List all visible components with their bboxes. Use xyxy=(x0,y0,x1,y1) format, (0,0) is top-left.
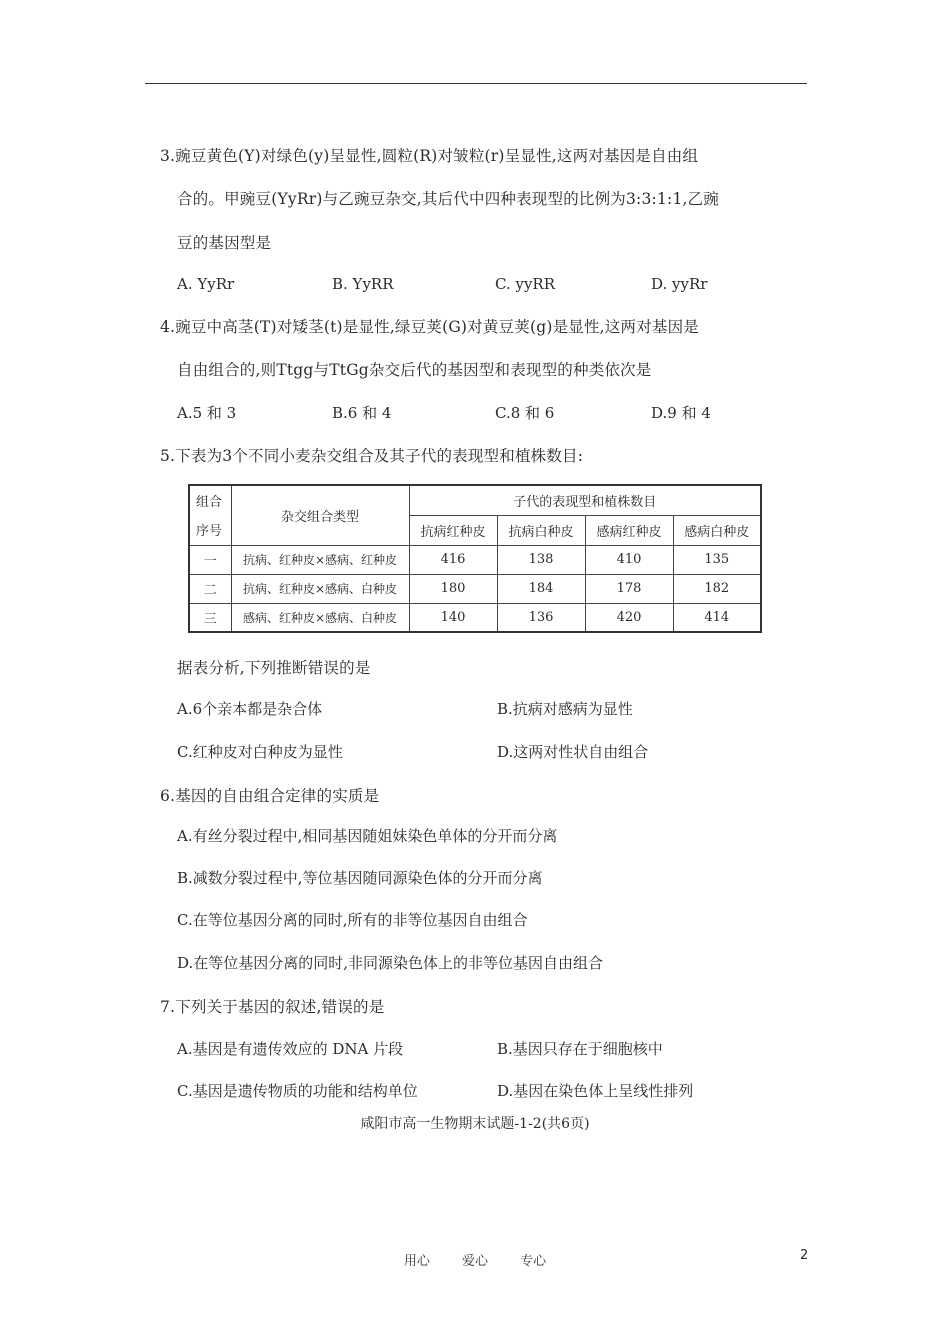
top-rule xyxy=(145,83,807,84)
q4-option-a: A.5 和 3 xyxy=(177,404,237,422)
exam-footer: 咸阳市高一生物期末试题-1-2(共6页) xyxy=(360,1116,590,1132)
q7-option-a: A.基因是有遗传效应的 DNA 片段 xyxy=(177,1040,404,1058)
q6-option-c: C.在等位基因分离的同时,所有的非等位基因自由组合 xyxy=(177,911,528,929)
q4-line-1: 4.豌豆中高茎(T)对矮茎(t)是显性,绿豆荚(G)对黄豆荚(g)是显性,这两对基因是 xyxy=(160,318,699,336)
col-header: 感病白种皮 xyxy=(673,515,761,545)
row-value: 178 xyxy=(585,574,673,603)
q4-option-c: C.8 和 6 xyxy=(495,404,555,422)
cross-results-table xyxy=(188,484,762,633)
row-seq: 三 xyxy=(189,603,231,632)
table-row xyxy=(189,574,761,603)
row-seq: 一 xyxy=(189,545,231,574)
q5-option-d: D.这两对性状自由组合 xyxy=(497,743,649,761)
q4-line-2: 自由组合的,则Ttgg与TtGg杂交后代的基因型和表现型的种类依次是 xyxy=(177,361,652,379)
row-cross-type: 感病、红种皮×感病、白种皮 xyxy=(231,603,409,632)
q5-option-b: B.抗病对感病为显性 xyxy=(497,700,633,718)
q4-option-b: B.6 和 4 xyxy=(332,404,392,422)
q7-option-c: C.基因是遗传物质的功能和结构单位 xyxy=(177,1082,418,1100)
q3-line-3: 豆的基因型是 xyxy=(177,234,272,252)
header-cross-type: 杂交组合类型 xyxy=(231,485,409,545)
q3-line-1: 3.豌豆黄色(Y)对绿色(y)呈显性,圆粒(R)对皱粒(r)呈显性,这两对基因是自由组 xyxy=(160,147,699,165)
row-value: 140 xyxy=(409,603,497,632)
row-value: 410 xyxy=(585,545,673,574)
row-value: 138 xyxy=(497,545,585,574)
q3-option-a: A. YyRr xyxy=(177,275,235,293)
row-cross-type: 抗病、红种皮×感病、白种皮 xyxy=(231,574,409,603)
row-value: 416 xyxy=(409,545,497,574)
q6-line-1: 6.基因的自由组合定律的实质是 xyxy=(160,787,380,805)
row-value: 182 xyxy=(673,574,761,603)
q6-option-b: B.减数分裂过程中,等位基因随同源染色体的分开而分离 xyxy=(177,869,543,887)
q5-line-1: 5.下表为3个不同小麦杂交组合及其子代的表现型和植株数目: xyxy=(160,447,584,465)
q7-option-b: B.基因只存在于细胞核中 xyxy=(497,1040,663,1058)
row-value: 180 xyxy=(409,574,497,603)
header-group: 组合 xyxy=(189,485,231,515)
q4-option-d: D.9 和 4 xyxy=(651,404,711,422)
row-value: 420 xyxy=(585,603,673,632)
row-value: 136 xyxy=(497,603,585,632)
q7-option-d: D.基因在染色体上呈线性排列 xyxy=(497,1082,694,1100)
col-header: 感病红种皮 xyxy=(585,515,673,545)
row-value: 414 xyxy=(673,603,761,632)
q7-line-1: 7.下列关于基因的叙述,错误的是 xyxy=(160,998,385,1016)
col-header: 抗病白种皮 xyxy=(497,515,585,545)
header-seq: 序号 xyxy=(189,515,231,545)
q3-option-b: B. YyRR xyxy=(332,275,394,293)
q6-option-a: A.有丝分裂过程中,相同基因随姐妹染色单体的分开而分离 xyxy=(177,827,558,845)
motto-word: 专心 xyxy=(520,1254,547,1269)
q3-option-d: D. yyRr xyxy=(651,275,708,293)
row-value: 184 xyxy=(497,574,585,603)
motto-word: 爱心 xyxy=(461,1254,488,1269)
q3-line-2: 合的。甲豌豆(YyRr)与乙豌豆杂交,其后代中四种表现型的比例为3:3:1:1,乙豌 xyxy=(177,190,720,208)
row-value: 135 xyxy=(673,545,761,574)
col-header: 抗病红种皮 xyxy=(409,515,497,545)
q3-option-c: C. yyRR xyxy=(495,275,556,293)
motto-word: 用心 xyxy=(403,1254,430,1269)
table-row xyxy=(189,603,761,632)
q6-option-d: D.在等位基因分离的同时,非同源染色体上的非等位基因自由组合 xyxy=(177,954,604,972)
header-offspring: 子代的表现型和植株数目 xyxy=(409,485,761,515)
q5-option-a: A.6个亲本都是杂合体 xyxy=(177,700,323,718)
row-cross-type: 抗病、红种皮×感病、红种皮 xyxy=(231,545,409,574)
table-row xyxy=(189,545,761,574)
q5-option-c: C.红种皮对白种皮为显性 xyxy=(177,743,343,761)
row-seq: 二 xyxy=(189,574,231,603)
page-number: 2 xyxy=(800,1248,809,1263)
q5-question: 据表分析,下列推断错误的是 xyxy=(177,659,371,677)
